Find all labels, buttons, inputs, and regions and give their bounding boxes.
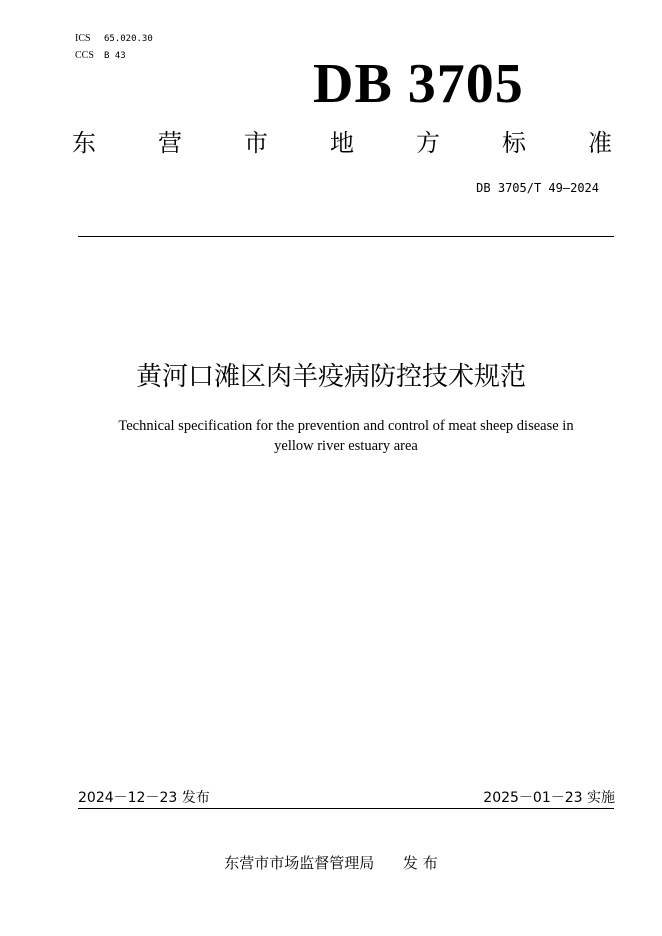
header-divider bbox=[78, 236, 614, 237]
ccs-value: B 43 bbox=[104, 51, 126, 61]
document-title-cn: 黄河口滩区肉羊疫病防控技术规范 bbox=[135, 362, 526, 392]
standard-type-char: 营 bbox=[158, 129, 182, 157]
standard-type-char: 准 bbox=[588, 129, 612, 157]
document-title-en-line: yellow river estuary area bbox=[274, 438, 418, 454]
ccs-code bbox=[75, 49, 126, 63]
ics-code bbox=[75, 32, 153, 46]
ics-label: ICS bbox=[75, 33, 91, 44]
footer-divider bbox=[78, 808, 614, 809]
issue-word: 发 布 bbox=[402, 854, 438, 872]
standard-type-char: 标 bbox=[502, 129, 526, 157]
publish-date: 2024－12－23 发布 bbox=[78, 790, 210, 806]
ics-value: 65.020.30 bbox=[104, 34, 153, 44]
standard-number: DB 3705/T 49—2024 bbox=[476, 181, 599, 195]
document-title-en-line: Technical specification for the prevention and control of meat sheep disease in bbox=[118, 418, 574, 434]
document-title-en bbox=[90, 416, 602, 456]
standard-type bbox=[72, 128, 612, 158]
standard-type-char: 地 bbox=[330, 129, 354, 157]
issuer-name: 东营市市场监督管理局 bbox=[224, 854, 375, 872]
standard-type-char: 东 bbox=[72, 129, 96, 157]
standard-type-char: 方 bbox=[416, 129, 440, 157]
standard-mark: DB 3705 bbox=[313, 53, 524, 115]
issuer-line bbox=[0, 853, 662, 873]
ccs-label: CCS bbox=[75, 50, 94, 61]
standard-type-char: 市 bbox=[244, 129, 268, 157]
implement-date: 2025－01－23 实施 bbox=[483, 790, 615, 806]
